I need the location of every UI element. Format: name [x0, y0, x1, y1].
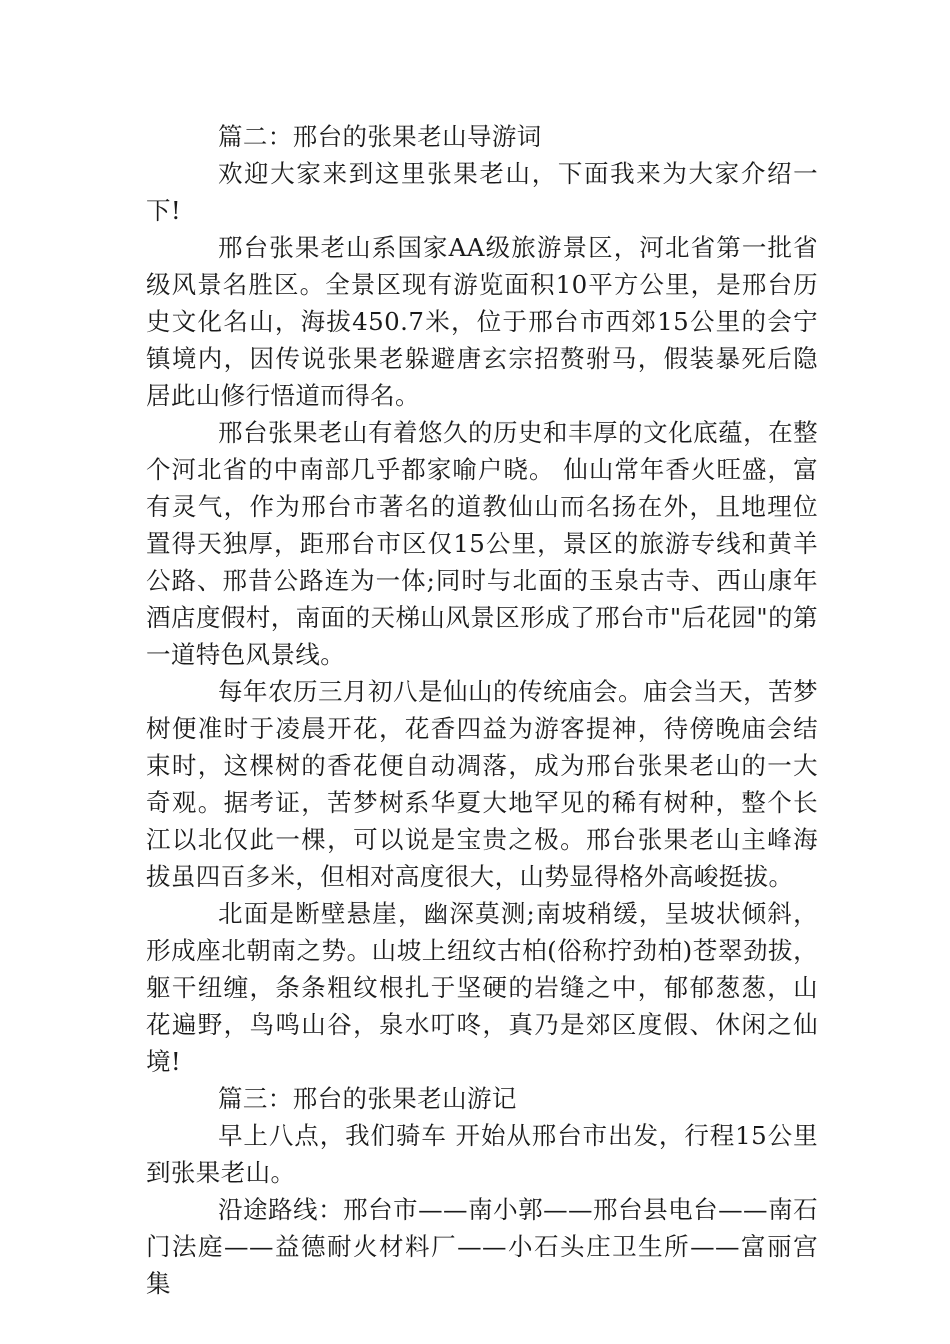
paragraph-scenic-area-intro: 邢台张果老山系国家AA级旅游景区，河北省第一批省级风景名胜区。全景区现有游览面积10平方公里，是邢台历史文化名山，海拔450.7米，位于邢台市西郊15公里的会宁镇境内，因传说张果老躲避唐玄宗招赘驸马，假装暴死后隐居此山修行悟道而得名。 [146, 233, 818, 410]
paragraph-route: 沿途路线：邢台市——南小郭——邢台县电台——南石门法庭——益德耐火材料厂——小石头庄卫生所——富丽宫集 [146, 1195, 818, 1298]
paragraph-temple-fair: 每年农历三月初八是仙山的传统庙会。庙会当天，苦梦树便准时于凌晨开花，花香四益为游客提神，待傍晚庙会结束时，这棵树的香花便自动凋落，成为邢台张果老山的一大奇观。据考证，苦梦树系华夏大地罕见的稀有树种，整个长江以北仅此一棵，可以说是宝贵之极。邢台张果老山主峰海拔虽四百多米，但相对高度很大，山势显得格外高峻挺拔。 [146, 677, 818, 891]
paragraph-history-culture: 邢台张果老山有着悠久的历史和丰厚的文化底蕴，在整个河北省的中南部几乎都家喻户晓。 仙山常年香火旺盛，富有灵气，作为邢台市著名的道教仙山而名扬在外，且地理位置得天独厚，距邢台市区仅15公里，景区的旅游专线和黄羊公路、邢昔公路连为一体;同时与北面的玉泉古寺、西山康年酒店度假村，南面的天梯山风景区形成了邢台市"后花园"的第一道特色风景线。 [146, 418, 818, 669]
section-heading-pian-san: 篇三：邢台的张果老山游记 [218, 1084, 517, 1113]
paragraph-morning-ride: 早上八点，我们骑车 开始从邢台市出发，行程15公里到张果老山。 [146, 1121, 818, 1187]
section-heading-pian-er: 篇二：邢台的张果老山导游词 [218, 122, 542, 151]
paragraph-north-face: 北面是断壁悬崖，幽深莫测;南坡稍缓，呈坡状倾斜，形成座北朝南之势。山坡上纽纹古柏(俗称拧劲柏)苍翠劲拔，躯干纽缠，条条粗纹根扎于坚硬的岩缝之中，郁郁葱葱，山花遍野，鸟鸣山谷，泉水叮咚，真乃是郊区度假、休闲之仙境! [146, 899, 818, 1076]
document-page [146, 118, 818, 1302]
paragraph-welcome: 欢迎大家来到这里张果老山，下面我来为大家介绍一下! [146, 159, 818, 225]
